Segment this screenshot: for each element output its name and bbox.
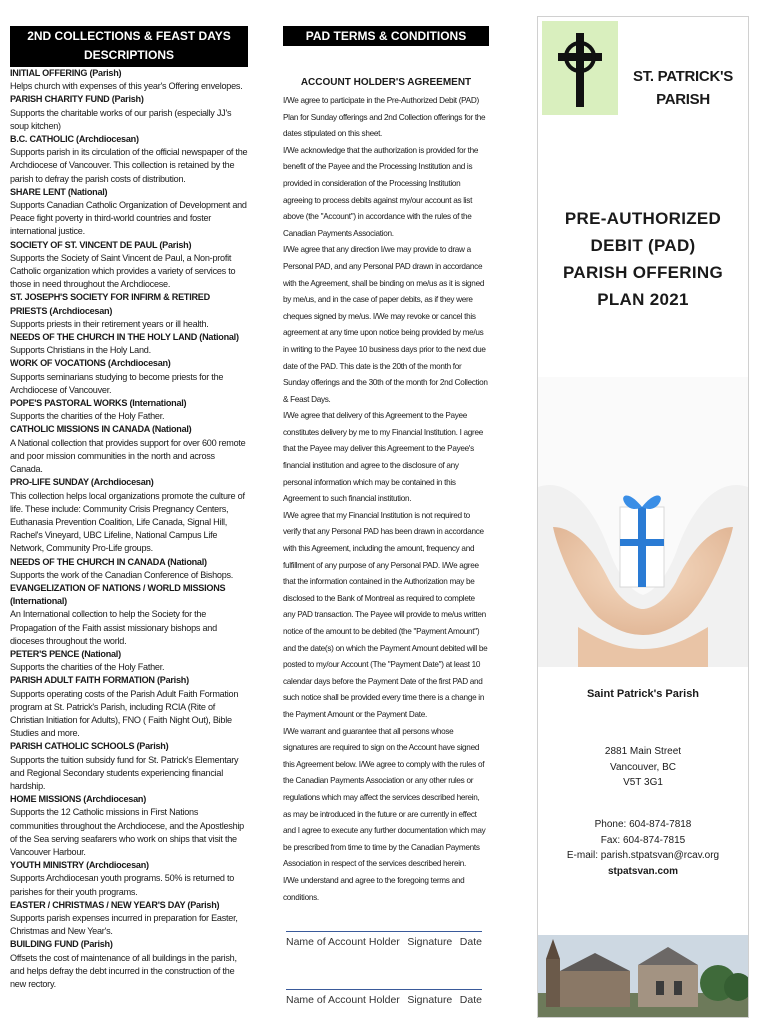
collection-title: B.C. CATHOLIC (Archdiocesan)	[10, 134, 139, 145]
sig-signature-label: Signature	[407, 936, 453, 948]
collection-description: Supports the 12 Catholic missions in First Nations communities throughout the Archdiocese, and the Apostleship of the Sea serving seafarers who work on ships that visit the Vancouver Harbour.	[10, 807, 244, 857]
parish-label: Saint Patrick's Parish	[586, 688, 700, 700]
website-link[interactable]: stpatsvan.com	[607, 865, 679, 877]
celtic-cross-logo	[542, 21, 618, 115]
collection-title: BUILDING FUND (Parish)	[10, 939, 113, 950]
collection-description: Helps church with expenses of this year's Offering envelopes.	[10, 81, 243, 92]
collection-description: Supports Canadian Catholic Organization of Development and Peace fight poverty in third-world countries and foster international justice.	[10, 200, 247, 237]
collections-column	[10, 26, 248, 1010]
collection-description: Supports parish expenses incurred in preparation for Easter, Christmas and New Year's.	[10, 913, 238, 937]
collection-title: EVANGELIZATION OF NATIONS / WORLD MISSIONS (International)	[10, 582, 226, 607]
agreement-paragraph: I/We warrant and guarantee that all persons whose signatures are required to sign on the Account have signed this Agreement below. I/We agree to comply with the rules of the Canadian Payments Association or any other rules or regulations which may affect the services described herein, as may be introduced in the future or are currently in effect and I agree to execute any further documentation which may be prescribed from time to time by the Canadian Payments Association in respect of the services described herein.	[283, 726, 486, 869]
agreement-text	[283, 93, 489, 906]
collection-description: Supports the charitable works of our parish (especially JJ's soup kitchen)	[10, 107, 232, 131]
collection-title: WORK OF VOCATIONS (Archdiocesan)	[10, 358, 171, 369]
phone-number: Phone: 604-874-7818	[594, 819, 692, 830]
terms-column	[283, 26, 489, 1016]
collection-title: EASTER / CHRISTMAS / NEW YEAR'S DAY (Parish)	[10, 899, 220, 910]
church-photo	[538, 935, 748, 1017]
parish-name: ST. PATRICK'S PARISH	[633, 68, 733, 108]
agreement-paragraph: I/We agree that delivery of this Agreement to the Payee constitutes delivery by me to my Financial Institution. I agree that the Payee may deliver this Agreement to the Payee's financial institution and agree to the disclosure of any personal information which may be contained in this Agreement to such financial institution.	[283, 411, 483, 504]
collection-title: YOUTH MINISTRY (Archdiocesan)	[10, 860, 149, 871]
collection-title: NEEDS OF THE CHURCH IN THE HOLY LAND (National)	[10, 332, 239, 343]
collection-title: CATHOLIC MISSIONS IN CANADA (National)	[10, 424, 192, 435]
agreement-paragraph: I/We understand and agree to the foregoing terms and conditions.	[283, 875, 465, 902]
collection-title: PARISH CATHOLIC SCHOOLS (Parish)	[10, 741, 169, 752]
agreement-paragraph: I/We agree that any direction I/we may provide to draw a Personal PAD, and any Personal PAD drawn in accordance with the Agreement, shall be binding on me/us as it is signed by me/us, and in the case of paper debits, as if they were cheques signed by me/us. I/We may revoke or cancel this agreement at any time upon notice being provided by me/us in writing to the Payee 10 business days prior to the next due date of the PAD. This date is the 20th of the month for Sunday offerings and the 30th of the month for 2nd Collection & Feast Days.	[283, 245, 488, 404]
collection-title: PARISH CHARITY FUND (Parish)	[10, 94, 144, 105]
collection-description: Supports Archdiocesan youth programs. 50% is returned to parishes for their youth programs.	[10, 873, 235, 897]
collection-title: ST. JOSEPH'S SOCIETY FOR INFIRM & RETIRED PRIESTS (Archdiocesan)	[10, 292, 210, 316]
fax-number: Fax: 604-874-7815	[600, 834, 686, 846]
collections-header: 2ND COLLECTIONS & FEAST DAYS DESCRIPTIONS	[10, 26, 248, 67]
collection-title: POPE'S PASTORAL WORKS (International)	[10, 398, 187, 409]
parish-contact	[538, 817, 748, 879]
collection-description: Supports the tuition subsidy fund for St. Patrick's Elementary and Regional Secondary students experiencing financial hardship.	[10, 754, 239, 791]
collection-description: A National collection that provides support for over 600 remote and poor mission communities in the north and across Canada.	[10, 437, 246, 475]
signature-row-1[interactable]	[286, 931, 482, 948]
sig-signature-label: Signature	[407, 994, 453, 1006]
plan-title: PRE-AUTHORIZED DEBIT (PAD) PARISH OFFERING PLAN 2021	[562, 209, 724, 309]
collection-description: Supports priests in their retirement years or ill health.	[10, 318, 209, 329]
celtic-cross-icon	[556, 33, 604, 107]
collection-description: Supports the Society of Saint Vincent de Paul, a Non-profit Catholic organization which provides a variety of services to those in need throughout the Archdiocese.	[10, 252, 236, 290]
collection-description: Supports the charities of the Holy Father.	[10, 411, 165, 422]
sig-date-label: Date	[459, 936, 482, 948]
collection-description: Supports Christians in the Holy Land.	[10, 345, 151, 356]
hands-gift-photo	[538, 377, 748, 667]
collection-title: SOCIETY OF ST. VINCENT DE PAUL (Parish)	[10, 239, 192, 250]
collection-description: Supports the charities of the Holy Father.	[10, 662, 165, 673]
collection-title: PARISH ADULT FAITH FORMATION (Parish)	[10, 675, 189, 686]
agreement-paragraph: I/We agree to participate in the Pre-Authorized Debit (PAD) Plan for Sunday offerings and 2nd Collection offerings for the dates stipulated on this sheet.	[283, 96, 486, 139]
agreement-paragraph: I/We agree that my Financial Institution is not required to verify that any Personal PAD has been drawn in accordance with this Agreement, including the amount, frequency and fulfillment of any purpose of any Personal PAD. I/We agree that the information contained in the Authorization may be disclosed to the Bank of Montreal as required to complete any PAD transaction. The Payee will provide to me/us written notice of the amount to be debited (the "Payment Amount") and the date(s) on which the Payment Amount debited will be posted to my/our Account (The "Payment Date") at least 10 calendar days before the Payment Date of the first PAD and such notice shall be provided every time there is a change in the Payment Amount or the Payment Date.	[283, 510, 488, 719]
collection-description: An International collection to help the Society for the Propagation of the Faith assist missionary bishops and dioceses throughout the world.	[10, 609, 217, 646]
agreement-paragraph: I/We acknowledge that the authorization is provided for the benefit of the Payee and the Processing Institution and is provided in consideration of the Processing Institution agreeing to process debits against my/our account as list above (the "Account") in accordance with the rules of the Canadian Payments Association.	[283, 145, 479, 238]
collection-title: SHARE LENT (National)	[10, 186, 108, 197]
collection-title: PRO-LIFE SUNDAY (Archdiocesan)	[10, 477, 154, 488]
collection-description: Supports seminarians studying to become priests for the Archdiocese of Vancouver.	[10, 371, 224, 395]
signature-row-2[interactable]	[286, 989, 482, 1006]
collections-list	[10, 67, 248, 991]
sig-name-label: Name of Account Holder	[286, 994, 400, 1006]
cover-panel	[537, 16, 749, 1018]
collection-description: Supports operating costs of the Parish Adult Faith Formation program at St. Patrick's Parish, including RCIA (Rite of Christian Initiation for Adults), FNO ( Faith Night Out), Bible Studies and more.	[10, 688, 239, 739]
collection-description: Supports parish in its circulation of the official newspaper of the Archdiocese of Vancouver. This collection is retained by the parish to defray the parish costs of distribution.	[10, 147, 248, 184]
collection-title: PETER'S PENCE (National)	[10, 648, 121, 659]
collection-description: This collection helps local organizations promote the culture of life. These include: Community Crisis Pregnancy Centers, Euthanasia Prevention Coalition, Life Canada, Signal Hill, Rachel's Vineyard, UBC Lifeline, National Campus Life Network, Community Pro-Life groups.	[10, 490, 245, 554]
agreement-heading: ACCOUNT HOLDER'S AGREEMENT	[300, 77, 472, 88]
collection-title: NEEDS OF THE CHURCH IN CANADA (National)	[10, 556, 207, 567]
terms-header: PAD TERMS & CONDITIONS	[283, 26, 489, 46]
sig-date-label: Date	[459, 994, 482, 1006]
collection-description: Supports the work of the Canadian Conference of Bishops.	[10, 569, 234, 580]
parish-address: 2881 Main Street Vancouver, BC V5T 3G1	[604, 746, 682, 788]
collection-title: INITIAL OFFERING (Parish)	[10, 68, 122, 78]
sig-name-label: Name of Account Holder	[286, 936, 400, 948]
collection-description: Offsets the cost of maintenance of all buildings in the parish, and helps defray the debt incurred in the construction of the new rectory.	[10, 952, 237, 990]
collection-title: HOME MISSIONS (Archdiocesan)	[10, 794, 146, 805]
email-address[interactable]: E-mail: parish.stpatsvan@rcav.org	[566, 850, 720, 861]
